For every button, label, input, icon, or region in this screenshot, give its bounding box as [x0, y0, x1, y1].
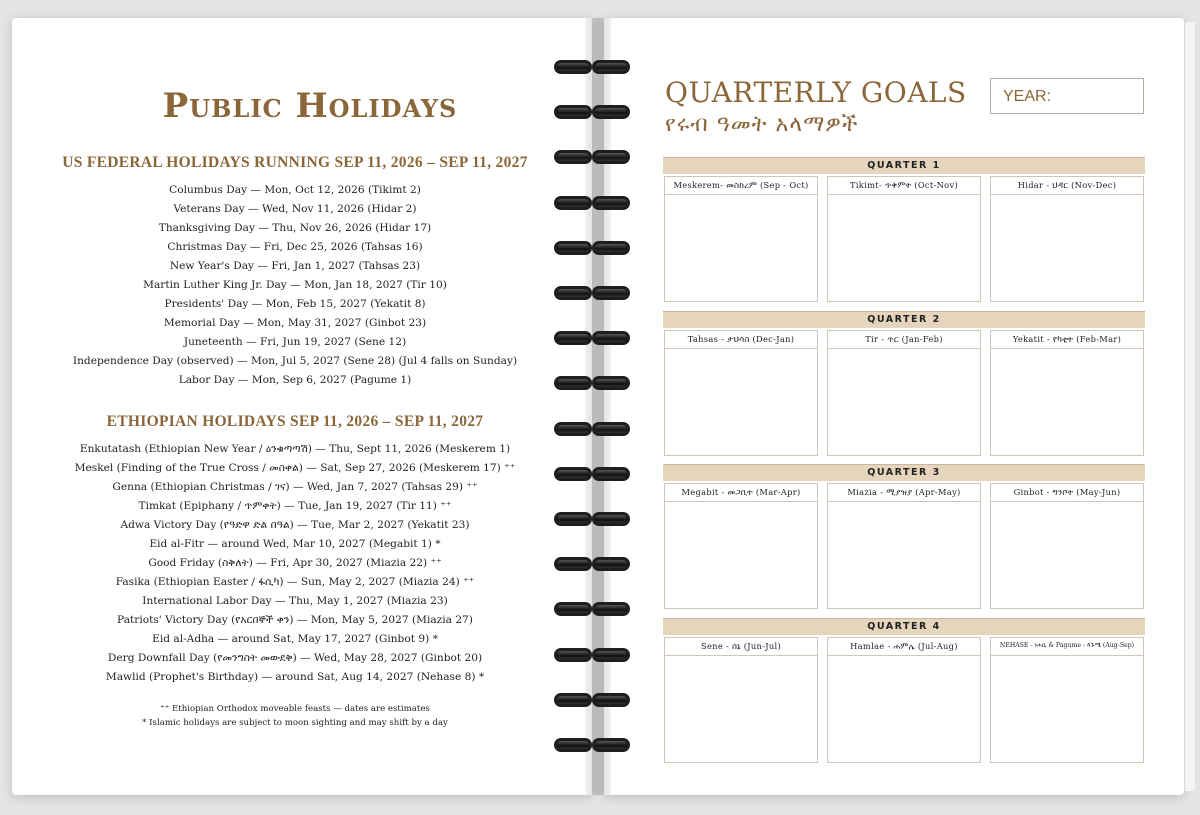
year-label: YEAR:: [1003, 88, 1052, 105]
spiral-ring: [548, 331, 640, 347]
year-field[interactable]: [990, 78, 1144, 114]
spiral-ring: [548, 512, 640, 528]
spiral-ring: [548, 557, 640, 573]
spiral-ring: [548, 467, 640, 483]
month-label: Ginbot - ግንቦት (May-Jun): [991, 484, 1143, 502]
holiday-item: Christmas Day — Fri, Dec 25, 2026 (Tahsas 16): [167, 241, 423, 253]
holiday-item: Mawlid (Prophet's Birthday) — around Sat, Aug 14, 2027 (Nehase 8) *: [105, 671, 485, 683]
spiral-ring: [548, 693, 640, 709]
holiday-item: New Year's Day — Fri, Jan 1, 2027 (Tahsas 23): [169, 260, 421, 272]
holiday-item: Good Friday (ስቅለት) — Fri, Apr 30, 2027 (Miazia 22) ⁺⁺: [148, 557, 442, 569]
spiral-ring: [548, 105, 640, 121]
ethiopian-holidays-heading: ETHIOPIAN HOLIDAYS SEP 11, 2026 – SEP 11, 2027: [106, 413, 484, 430]
holiday-item: Enkutatash (Ethiopian New Year / ዕንቁጣጣሽ) — Thu, Sept 11, 2026 (Meskerem 1): [79, 443, 511, 455]
quarter-header: QUARTER 4: [663, 618, 1145, 635]
quarterly-goals-subtitle: የሩብ ዓመት አላማዎች: [665, 112, 859, 137]
month-label: Tahsas - ታህሳስ (Dec-Jan): [665, 331, 817, 349]
holiday-item: Labor Day — Mon, Sep 6, 2027 (Pagume 1): [178, 374, 412, 386]
holiday-item: Juneteenth — Fri, Jun 19, 2027 (Sene 12): [183, 336, 407, 348]
quarter-3: [663, 464, 1145, 610]
month-label: Tir - ጥር (Jan-Feb): [828, 331, 980, 349]
holiday-item: Veterans Day — Wed, Nov 11, 2026 (Hidar 2): [173, 203, 417, 215]
month-label: Yekatit - የካቲት (Feb-Mar): [991, 331, 1143, 349]
islamic-holiday-note: * Islamic holidays are subject to moon sighting and may shift by a day: [142, 718, 448, 728]
month-goal-box[interactable]: [827, 483, 981, 609]
month-goal-box[interactable]: [990, 483, 1144, 609]
month-goal-box[interactable]: [664, 330, 818, 456]
month-label: Megabit - መጋቢት (Mar-Apr): [665, 484, 817, 502]
spiral-ring: [548, 150, 640, 166]
holiday-item: Eid al-Fitr — around Wed, Mar 10, 2027 (Megabit 1) *: [149, 538, 441, 550]
holiday-item: Adwa Victory Day (የዓድዋ ድል በዓል) — Tue, Mar 2, 2027 (Yekatit 23): [120, 519, 470, 531]
spiral-ring: [548, 60, 640, 76]
holiday-item: Derg Downfall Day (የመንግስት መውደቅ) — Wed, May 28, 2027 (Ginbot 20): [107, 652, 483, 664]
holiday-item: Timkat (Epiphany / ጥምቀት) — Tue, Jan 19, 2027 (Tir 11) ⁺⁺: [138, 500, 452, 512]
holiday-item: Independence Day (observed) — Mon, Jul 5, 2027 (Sene 28) (Jul 4 falls on Sunday): [72, 355, 518, 367]
holiday-item: Thanksgiving Day — Thu, Nov 26, 2026 (Hidar 17): [158, 222, 432, 234]
spiral-ring: [548, 196, 640, 212]
month-goal-box[interactable]: [827, 330, 981, 456]
month-label: Sene - ሰኔ (Jun-Jul): [665, 638, 817, 656]
page-stack-edge: [1184, 22, 1195, 791]
month-goal-box[interactable]: [827, 637, 981, 763]
month-label: Meskerem- መስከረም (Sep - Oct): [665, 177, 817, 195]
month-goal-box[interactable]: [664, 483, 818, 609]
month-label: NEHASE - ነሐሴ & Pagume - ጳጉሜ (Aug-Sep): [991, 638, 1143, 656]
month-goal-box[interactable]: [827, 176, 981, 302]
spiral-ring: [548, 422, 640, 438]
quarterly-goals-title: QUARTERLY GOALS: [665, 76, 967, 109]
quarter-header: QUARTER 3: [663, 464, 1145, 481]
holiday-item: Fasika (Ethiopian Easter / ፋሲካ) — Sun, May 2, 2027 (Miazia 24) ⁺⁺: [115, 576, 475, 588]
month-goal-box[interactable]: [990, 330, 1144, 456]
holiday-item: Meskel (Finding of the True Cross / መስቀል) — Sat, Sep 27, 2026 (Meskerem 17) ⁺⁺: [74, 462, 516, 474]
ethiopian-holiday-list: [40, 440, 550, 687]
quarter-2: [663, 311, 1145, 457]
month-goal-box[interactable]: [664, 637, 818, 763]
spiral-ring: [548, 241, 640, 257]
holiday-item: Patriots' Victory Day (የአርበኞች ቀን) — Mon, May 5, 2027 (Miazia 27): [117, 614, 473, 626]
holiday-item: Memorial Day — Mon, May 31, 2027 (Ginbot 23): [163, 317, 427, 329]
holiday-item: Columbus Day — Mon, Oct 12, 2026 (Tikimt 2): [169, 184, 421, 196]
spiral-binding: [548, 60, 648, 760]
us-holidays-heading: US FEDERAL HOLIDAYS RUNNING SEP 11, 2026 – SEP 11, 2027: [62, 154, 528, 171]
page-title: Public Holidays: [162, 86, 458, 126]
month-goal-box[interactable]: [990, 637, 1144, 763]
month-goal-box[interactable]: [990, 176, 1144, 302]
quarter-4: [663, 618, 1145, 764]
quarter-header: QUARTER 2: [663, 311, 1145, 328]
holiday-item: International Labor Day — Thu, May 1, 2027 (Miazia 23): [142, 595, 448, 607]
quarter-1: [663, 157, 1145, 303]
month-label: Tikimt- ጥቅምት (Oct-Nov): [828, 177, 980, 195]
quarter-header: QUARTER 1: [663, 157, 1145, 174]
spiral-ring: [548, 376, 640, 392]
holiday-item: Genna (Ethiopian Christmas / ገና) — Wed, Jan 7, 2027 (Tahsas 29) ⁺⁺: [112, 481, 478, 493]
month-label: Miazia - ሚያዝያ (Apr-May): [828, 484, 980, 502]
holiday-item: Presidents' Day — Mon, Feb 15, 2027 (Yekatit 8): [164, 298, 426, 310]
spiral-ring: [548, 648, 640, 664]
us-holiday-list: [40, 181, 550, 390]
moveable-feast-note: ⁺⁺ Ethiopian Orthodox moveable feasts — dates are estimates: [160, 704, 430, 714]
holiday-item: Eid al-Adha — around Sat, May 17, 2027 (Ginbot 9) *: [152, 633, 438, 645]
holiday-item: Martin Luther King Jr. Day — Mon, Jan 18, 2027 (Tir 10): [143, 279, 447, 291]
spiral-ring: [548, 286, 640, 302]
month-goal-box[interactable]: [664, 176, 818, 302]
spiral-ring: [548, 602, 640, 618]
month-label: Hamlae - ሐምሌ (Jul-Aug): [828, 638, 980, 656]
month-label: Hidar - ህዳር (Nov-Dec): [991, 177, 1143, 195]
spiral-ring: [548, 738, 640, 754]
